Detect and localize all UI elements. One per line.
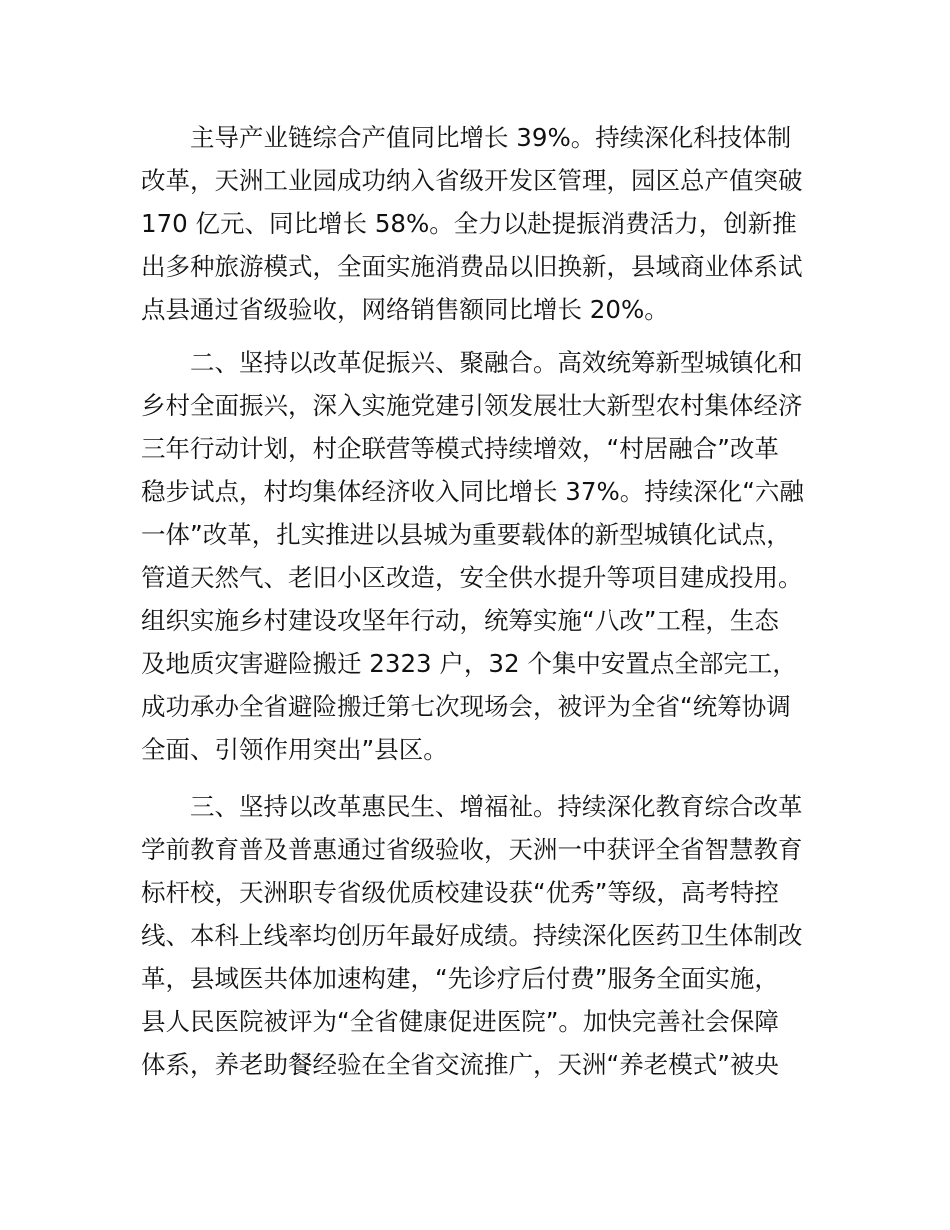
paragraph-3-line-4: 线、本科上线率均创历年最好成绩。持续深化医药卫生体制改 (141, 921, 803, 950)
paragraph-2-line-10: 全面、引领作用突出”县区。 (141, 735, 448, 764)
paragraph-1-line-1: 主导产业链综合产值同比增长 39%。持续深化科技体制 (190, 123, 792, 152)
paragraph-1-line-3: 170 亿元、同比增长 58%。全力以赴提振消费活力，创新推 (141, 209, 797, 238)
paragraph-2-line-9: 成功承办全省避险搬迁第七次现场会，被评为全省“统筹协调 (141, 692, 791, 721)
paragraph-1-line-4: 出多种旅游模式，全面实施消费品以旧换新，县域商业体系试 (141, 252, 803, 281)
paragraph-2-line-2: 乡村全面振兴，深入实施党建引领发展壮大新型农村集体经济 (141, 391, 803, 420)
paragraph-2-line-8: 及地质灾害避险搬迁 2323 户，32 个集中安置点全部完工， (141, 649, 797, 678)
paragraph-3-line-7: 体系，养老助餐经验在全省交流推广，天洲“养老模式”被央 (141, 1050, 779, 1079)
paragraph-2-line-4: 稳步试点，村均集体经济收入同比增长 37%。持续深化“六融 (141, 477, 804, 506)
paragraph-2-line-7: 组织实施乡村建设攻坚年行动，统筹实施“八改”工程，生态 (141, 606, 779, 635)
paragraph-1-line-2: 改革，天洲工业园成功纳入省级开发区管理，园区总产值突破 (141, 166, 803, 195)
paragraph-2-line-5: 一体”改革，扎实推进以县城为重要载体的新型城镇化试点， (141, 520, 791, 549)
paragraph-3-line-5: 革，县域医共体加速构建，“先诊疗后付费”服务全面实施， (141, 964, 779, 993)
paragraph-2-line-3: 三年行动计划，村企联营等模式持续增效，“村居融合”改革 (141, 434, 779, 463)
paragraph-3-line-2: 学前教育普及普惠通过省级验收，天洲一中获评全省智慧教育 (141, 835, 803, 864)
paragraph-2-line-1: 二、坚持以改革促振兴、聚融合。高效统筹新型城镇化和 (190, 348, 803, 377)
paragraph-2-line-6: 管道天然气、老旧小区改造，安全供水提升等项目建成投用。 (141, 563, 803, 592)
paragraph-1-line-5: 点县通过省级验收，网络销售额同比增长 20%。 (141, 295, 669, 324)
paragraph-3-line-6: 县人民医院被评为“全省健康促进医院”。加快完善社会保障 (141, 1007, 779, 1036)
paragraph-3-line-3: 标杆校，天洲职专省级优质校建设获“优秀”等级，高考特控 (141, 878, 779, 907)
paragraph-3-line-1: 三、坚持以改革惠民生、增福祉。持续深化教育综合改革 (190, 792, 803, 821)
